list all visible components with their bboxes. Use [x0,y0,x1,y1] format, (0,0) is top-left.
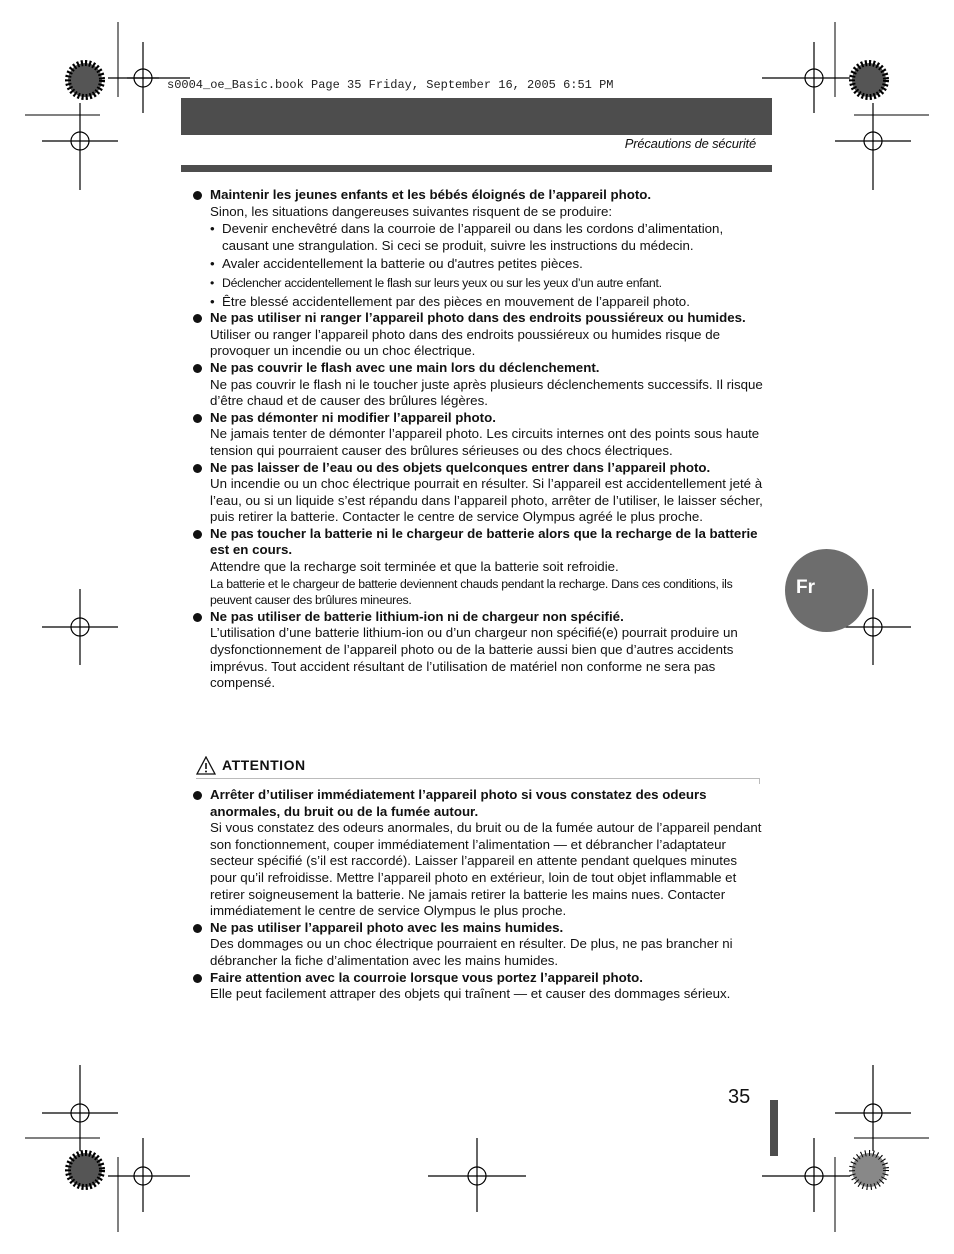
header-bar [181,98,772,135]
item-text: Ne jamais tenter de démonter l’appareil photo. Les circuits internes ont des points sous haute tension qui pourraient causer des brûlures sérieuses ou des chocs électriques. [210,426,760,458]
list-item [193,187,765,310]
bullet-icon [193,530,202,539]
item-title: Faire attention avec la courroie lorsque vous portez l’appareil photo. [210,969,643,985]
item-text: Elle peut facilement attraper des objets qui traînent — et causer des dommages sérieux. [210,986,731,1002]
attention-list [193,787,765,1003]
attention-label: ATTENTION [222,757,306,773]
warning-triangle-icon [196,756,216,775]
list-item [193,526,765,609]
sub-item: • Devenir enchevêtré dans la courroie de l’appareil ou dans les cordons d’alimentation, causant une strangulation. Si ceci se produit, suivre les instructions du médecin. [210,221,724,253]
item-title: Ne pas démonter ni modifier l’appareil photo. [210,409,496,425]
item-text: L’utilisation d’une batterie lithium-ion ou d’un chargeur non spécifié(e) pourrait produire un dysfonctionnement de l’appareil photo ou de la batterie aussi bien que d’autres accidents imprévus. Tout accident résultant de l’utilisation de matériel non conforme ne sera pas compensé. [210,625,738,691]
bullet-icon [193,191,202,200]
sub-item: • Déclencher accidentellement le flash sur leurs yeux ou sur les yeux d’un autre enfant. [210,275,662,290]
attention-heading [196,756,759,779]
item-title: Maintenir les jeunes enfants et les bébés éloignés de l’appareil photo. [210,187,652,202]
bullet-icon [193,613,202,622]
item-title: Ne pas couvrir le flash avec une main lors du déclenchement. [210,359,600,375]
language-tab-label: Fr [796,577,815,598]
list-item [193,609,765,692]
bullet-icon [193,924,202,933]
item-text: Des dommages ou un choc électrique pourraient en résulter. De plus, ne pas brancher ni débrancher la fiche d’alimentation avec les mains humides. [210,936,733,968]
list-item [193,787,765,920]
header-rule [181,165,772,172]
item-text: Un incendie ou un choc électrique pourrait en résulter. Si l’appareil est accidentellement jeté à l’eau, ou si un liquide s’est répandu dans l’appareil photo, arrêter de l’utiliser, le laisser sécher, puis retirer la batterie. Contacter le centre de service Olympus agréé le plus proche. [210,476,763,525]
bullet-icon [193,364,202,373]
item-text: Si vous constatez des odeurs anormales, du bruit ou de la fumée autour de l’appareil pendant son fonctionnement, couper immédiatement l’alimentation — et débrancher l’adaptateur secteur spécifié (s’il est raccordé). Laisser l’appareil en attente pendant quelques minutes pour qu’il refroidisse. Mettre l’appareil photo en extérieur, loin de tout objet inflammable et retirer soigneusement la batterie. Ne jamais retirer la batterie les mains nues. Contacter immédiatement le centre de service Olympus le plus proche. [210,820,762,919]
item-text: Ne pas couvrir le flash ni le toucher juste après plusieurs déclenchements successifs. Il risque d’être chaud et de causer des brûlures légères. [210,376,763,409]
sub-item: • Être blessé accidentellement par des pièces en mouvement de l’appareil photo. [210,293,690,309]
item-title: Ne pas utiliser de batterie lithium-ion ni de chargeur non spécifié. [210,608,624,624]
bullet-icon [193,464,202,473]
item-text: Attendre que la recharge soit terminée et que la batterie soit refroidie. [210,559,619,575]
item-title: Ne pas utiliser ni ranger l’appareil photo dans des endroits poussiéreux ou humides. [210,310,746,326]
danger-list [193,187,765,692]
item-title: Arrêter d’utiliser immédiatement l’appareil photo si vous constatez des odeurs anormales, du bruit ou de la fumée autour. [210,787,707,819]
language-tab [785,549,868,632]
list-item [193,410,765,460]
item-note: La batterie et le chargeur de batterie deviennent chauds pendant la recharge. Dans ces conditions, ils peuvent causer des brûlures mineures. [210,576,733,608]
bullet-icon [193,314,202,323]
list-item [193,310,765,360]
bullet-icon [193,974,202,983]
item-text: Utiliser ou ranger l’appareil photo dans des endroits poussiéreux ou humides risque de provoquer un incendie ou un choc électrique. [210,326,721,359]
file-info-line: s0004_oe_Basic.book Page 35 Friday, September 16, 2005 6:51 PM [167,78,614,92]
item-title: Ne pas laisser de l’eau ou des objets quelconques entrer dans l’appareil photo. [210,459,711,475]
attention-rule-end [759,778,760,784]
bullet-icon [193,791,202,800]
page-number: 35 [728,1086,751,1108]
section-title: Précautions de sécurité [624,136,756,151]
item-title: Ne pas toucher la batterie ni le chargeur de batterie alors que la recharge de la batterie est en cours. [210,525,758,558]
list-item [193,920,765,970]
item-text: Sinon, les situations dangereuses suivantes risquent de se produire: [210,203,613,219]
list-item [193,360,765,410]
list-item [193,460,765,526]
page-number-bar [770,1100,778,1156]
item-title: Ne pas utiliser l’appareil photo avec les mains humides. [210,919,564,935]
sub-item: • Avaler accidentellement la batterie ou d'autres petites pièces. [210,256,583,272]
list-item [193,970,765,1003]
bullet-icon [193,414,202,423]
